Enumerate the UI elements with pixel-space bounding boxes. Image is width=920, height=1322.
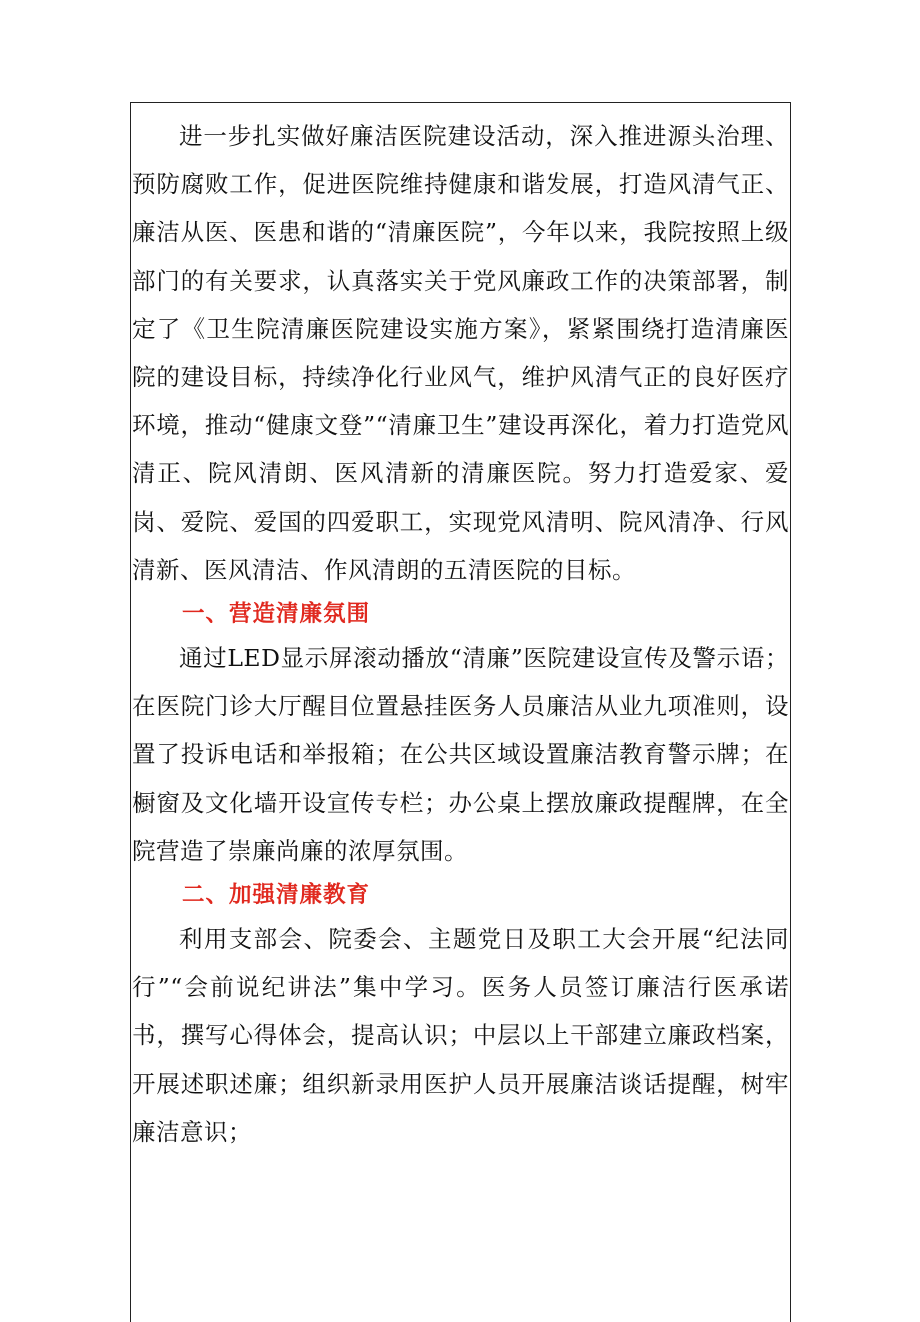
intro-paragraph: 进一步扎实做好廉洁医院建设活动，深入推进源头治理、预防腐败工作，促进医院维持健康和谐发展，打造风清气正、廉洁从医、医患和谐的“清廉医院”，今年以来，我院按照上级部门的有关要求，认真落实关于党风廉政工作的决策部署，制定了《卫生院清廉医院建设实施方案》，紧紧围绕打造清廉医院的建设目标，持续净化行业风气，维护风清气正的良好医疗环境，推动“健康文登”“清廉卫生”建设再深化，着力打造党风清正、院风清朗、医风清新的清廉医院。努力打造爱家、爱岗、爱院、爱国的四爱职工，实现党风清明、院风清净、行风清新、医风清洁、作风清朗的五清医院的目标。: [132, 122, 789, 584]
section-body-1: 通过LED显示屏滚动播放“清廉”医院建设宣传及警示语；在医院门诊大厅醒目位置悬挂医务人员廉洁从业九项准则，设置了投诉电话和举报箱；在公共区域设置廉洁教育警示牌；在橱窗及文化墙开设宣传专栏；办公桌上摆放廉政提醒牌，在全院营造了崇廉尚廉的浓厚氛围。: [132, 644, 789, 865]
document-content: [132, 112, 789, 1156]
section-heading-1: 一、营造清廉氛围: [182, 601, 371, 628]
section-heading-2: 二、加强清廉教育: [182, 882, 371, 909]
section-body-2: 利用支部会、院委会、主题党日及职工大会开展“纪法同行”“会前说纪讲法”集中学习。医务人员签订廉洁行医承诺书，撰写心得体会，提高认识；中层以上干部建立廉政档案，开展述职述廉；组织新录用医护人员开展廉洁谈话提醒，树牢廉洁意识；: [132, 925, 789, 1146]
